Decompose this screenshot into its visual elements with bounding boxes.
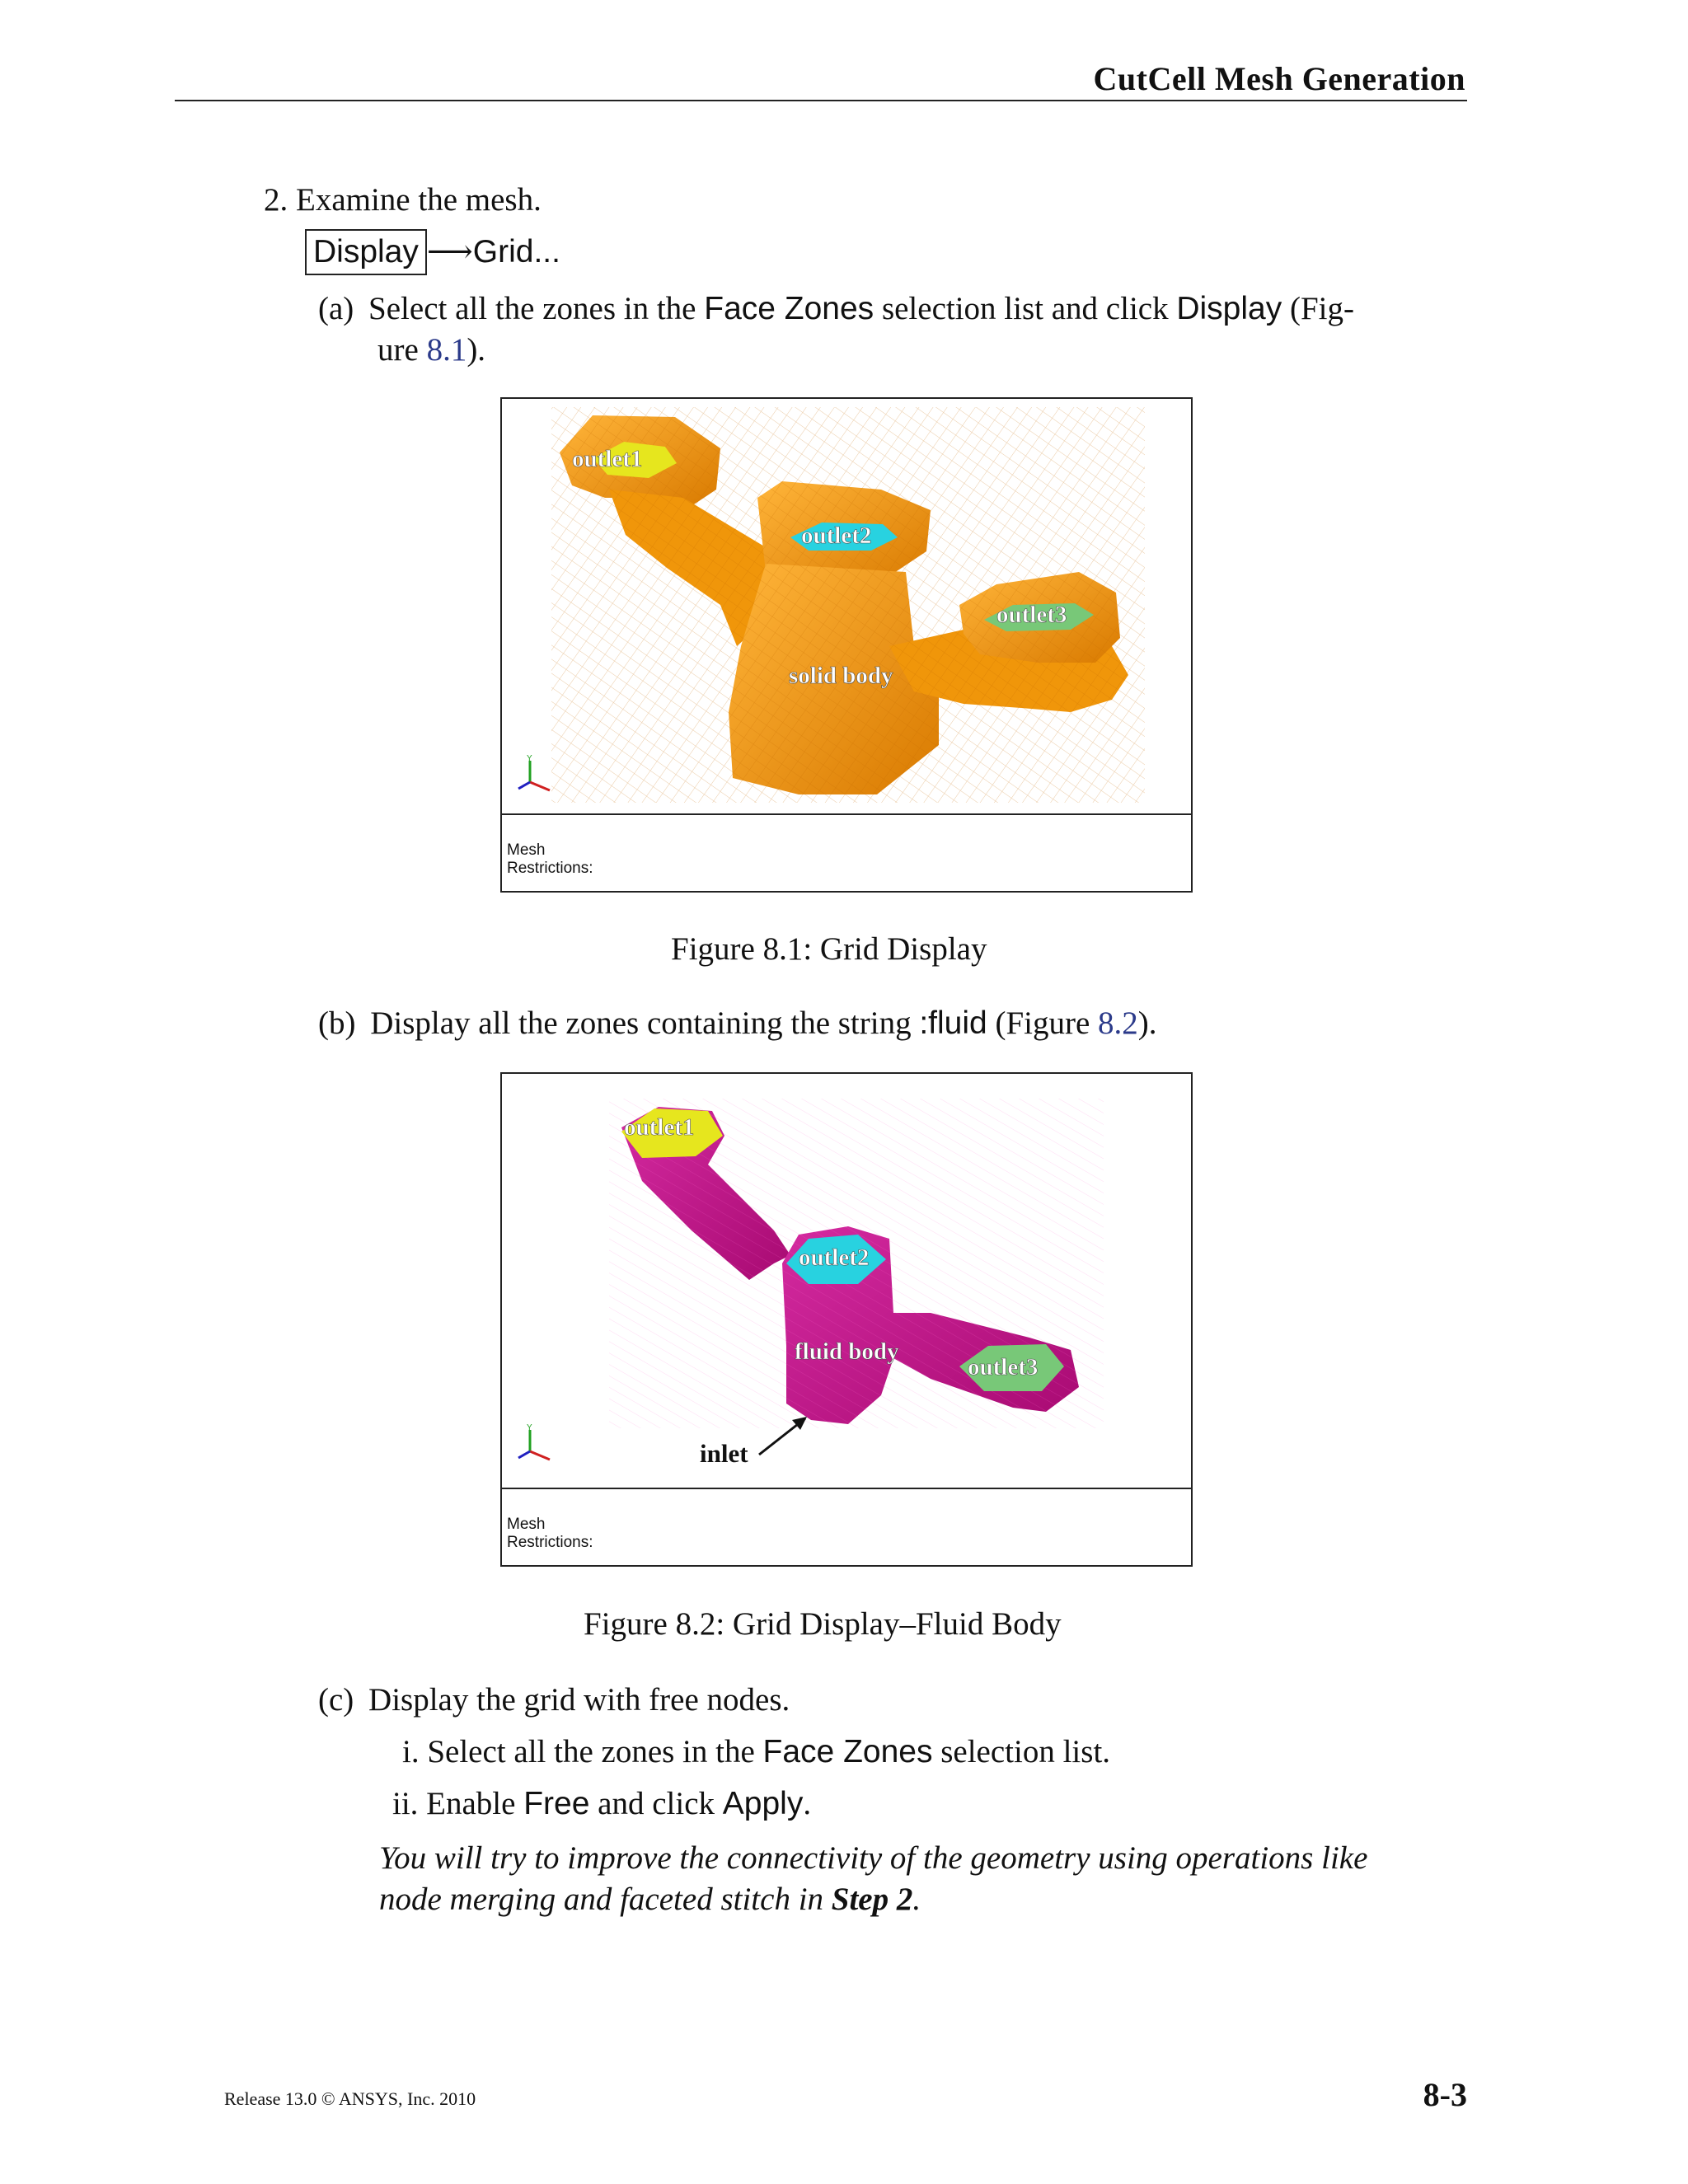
sub-i-text-2: selection list. — [940, 1734, 1111, 1769]
outlet1-label-fluid: outlet1 — [624, 1114, 695, 1141]
item-a-text-5: ). — [467, 332, 486, 368]
sub-ii-marker: ii. — [392, 1786, 419, 1821]
restrictions-label: Restrictions: — [507, 1534, 593, 1551]
menu-arrow: ⟶ — [426, 234, 473, 269]
item-c-text: Display the grid with free nodes. — [368, 1682, 790, 1718]
item-b-line — [318, 1003, 1157, 1044]
step-line — [264, 180, 542, 221]
axis-triad-icon — [518, 1423, 550, 1460]
solid-body-label: solid body — [789, 663, 893, 689]
grid-menu-item: Grid... — [472, 234, 560, 269]
axis-triad-icon — [518, 754, 550, 790]
item-b-text-2: (Figure — [995, 1005, 1090, 1041]
step-2-reference: Step 2 — [831, 1882, 913, 1917]
item-a-line1 — [318, 288, 1354, 330]
page-number: 8-3 — [1423, 2076, 1467, 2113]
note-text: node merging and faceted stitch in — [379, 1882, 824, 1917]
sub-ii-text-2: and click — [598, 1786, 715, 1821]
note-line-2 — [379, 1879, 921, 1920]
item-a-text-4: ure — [377, 332, 419, 368]
step-text: Examine the mesh. — [296, 182, 542, 218]
sub-i-marker: i. — [402, 1734, 420, 1769]
note-period: . — [912, 1882, 921, 1917]
restrictions-label: Restrictions: — [507, 860, 593, 877]
inlet-label: inlet — [700, 1439, 748, 1468]
step-number: 2. — [264, 182, 288, 218]
display-term: Display — [1176, 291, 1282, 326]
outlet2-label: outlet2 — [801, 523, 872, 549]
item-c-line — [318, 1680, 790, 1721]
sub-ii-text-1: Enable — [426, 1786, 516, 1821]
fluid-body-label: fluid body — [795, 1338, 899, 1365]
mesh-label: Mesh — [507, 841, 546, 859]
figure-8-2 — [500, 1072, 1193, 1567]
mesh-label: Mesh — [507, 1516, 546, 1533]
apply-term: Apply — [722, 1786, 804, 1821]
sub-i-text-1: Select all the zones in the — [427, 1734, 755, 1769]
release-footer: Release 13.0 © ANSYS, Inc. 2010 — [224, 2088, 476, 2109]
sub-ii-text-3: . — [803, 1786, 812, 1821]
face-zones-term: Face Zones — [704, 291, 874, 326]
item-b-text-1: Display all the zones containing the string — [370, 1005, 912, 1041]
figure-8-1 — [500, 397, 1193, 893]
item-a-text-1: Select all the zones in the — [368, 291, 696, 326]
fluid-body-render — [502, 1074, 1191, 1486]
outlet2-label-fluid: outlet2 — [799, 1244, 870, 1271]
svg-text:Y: Y — [527, 1423, 532, 1432]
outlet3-label: outlet3 — [996, 602, 1067, 628]
running-header-title: CutCell Mesh Generation — [1093, 60, 1465, 97]
item-b-text-3: ). — [1137, 1005, 1157, 1041]
item-c-i — [402, 1732, 1110, 1773]
display-menu-button: Display — [305, 229, 427, 275]
menu-path — [305, 229, 560, 275]
mesh-info-panel — [502, 813, 1191, 891]
svg-text:Y: Y — [527, 754, 532, 763]
item-a-marker: (a) — [318, 291, 354, 326]
item-a-text-2: selection list and click — [881, 291, 1169, 326]
outlet3-label-fluid: outlet3 — [968, 1354, 1039, 1380]
figure-8-1-caption: Figure 8.1: Grid Display — [671, 931, 987, 967]
free-term: Free — [523, 1786, 590, 1821]
solid-body-render — [502, 399, 1191, 811]
item-a-line2 — [377, 330, 485, 371]
note-line-1: You will try to improve the connectivity of the geometry using operations like — [379, 1840, 1368, 1876]
figure-8-2-caption: Figure 8.2: Grid Display–Fluid Body — [584, 1606, 1062, 1642]
item-c-ii — [392, 1783, 811, 1825]
fluid-string: :fluid — [919, 1005, 987, 1041]
item-c-marker: (c) — [318, 1682, 354, 1718]
header-rule — [175, 100, 1467, 101]
item-b-marker: (b) — [318, 1005, 356, 1041]
figure-8-1-link[interactable]: 8.1 — [426, 332, 467, 368]
item-a-text-3: (Fig- — [1289, 291, 1354, 326]
mesh-info-panel-2 — [502, 1488, 1191, 1565]
face-zones-term: Face Zones — [762, 1734, 933, 1769]
figure-8-2-link[interactable]: 8.2 — [1098, 1005, 1138, 1041]
outlet1-label: outlet1 — [572, 446, 643, 472]
